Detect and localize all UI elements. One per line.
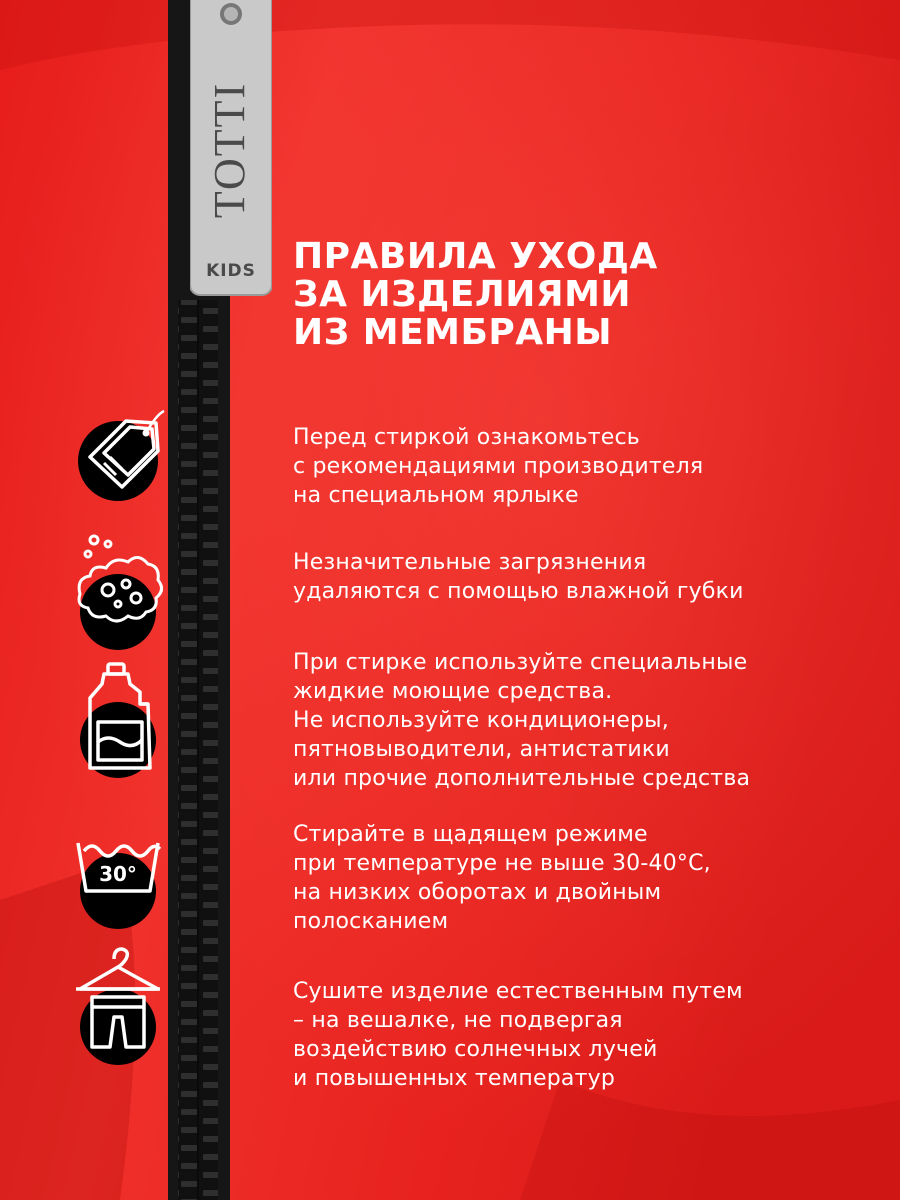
tip-line: воздействию солнечных лучей (293, 1037, 658, 1062)
care-tip-dry (293, 977, 853, 1093)
tip-line: При стирке используйте специальные (293, 650, 748, 675)
tip-line: Перед стиркой ознакомьтесь (293, 425, 640, 450)
tip-line: Незначительные загрязнения (293, 550, 647, 575)
wash-30-icon (74, 835, 166, 935)
brand-logo-name: TOTTI (205, 81, 254, 219)
tip-line: и повышенных температур (293, 1066, 615, 1091)
tip-line: – на вешалке, не подвергая (293, 1008, 623, 1033)
tip-line: пятновыводители, антистатики (293, 737, 670, 762)
title-line: ЗА ИЗДЕЛИЯМИ (293, 274, 632, 315)
care-tip-sponge (293, 548, 853, 606)
tip-line: удаляются с помощью влажной губки (293, 579, 744, 604)
tip-line: на специальном ярлыке (293, 483, 579, 508)
tip-line: при температуре не выше 30-40°С, (293, 851, 711, 876)
brand-label (190, 0, 272, 300)
soap-foam-icon (74, 532, 166, 652)
tip-line: на низких оборотах и двойным (293, 880, 662, 905)
tip-line: Сушите изделие естественным путем (293, 979, 743, 1004)
tip-line: Не используйте кондиционеры, (293, 708, 669, 733)
clothing-tag-icon (74, 405, 166, 505)
hanger-dry-icon (74, 945, 166, 1065)
title-line: ИЗ МЕМБРАНЫ (293, 312, 613, 353)
title-line: ПРАВИЛА УХОДА (293, 236, 658, 277)
tip-line: с рекомендациями производителя (293, 454, 704, 479)
wash-temp-label: 30° (99, 862, 137, 886)
tip-line: полосканием (293, 909, 449, 934)
care-tip-detergent (293, 648, 853, 793)
care-tip-wash (293, 820, 853, 936)
care-tip-tag (293, 423, 853, 510)
detergent-bottle-icon (74, 660, 166, 780)
tip-line: или прочие дополнительные средства (293, 766, 751, 791)
brand-logo-sub: KIDS (206, 261, 256, 281)
tip-line: жидкие моющие средства. (293, 679, 613, 704)
page-title (293, 238, 853, 352)
tip-line: Стирайте в щадящем режиме (293, 822, 648, 847)
